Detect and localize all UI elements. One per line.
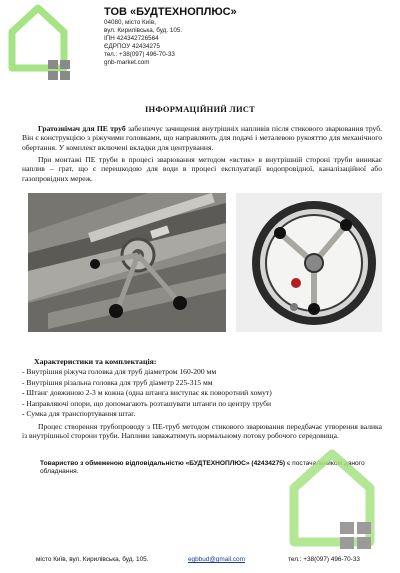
intro-paragraph [22,124,382,152]
watermark-logo [282,446,382,556]
intro-text: забезпечує зачищення внутрішніх напливів після стикового зварювання труб. Він є конструкцією з ріжучими головками, що направляють для подачі і металевою рукояттю для механічного обертання. У комплект включені вкладки для центрування. [22,124,382,152]
list-item: - Сумка для транспортування штаг. [22,409,136,419]
footer-phone: тел.: +38(097) 496-70-33 [288,556,360,563]
company-address [104,19,182,66]
supplier-text: є постачальником даного обладнання. [40,460,365,476]
document-title: ІНФОРМАЦІЙНИЙ ЛИСТ [145,104,255,114]
product-photo-pipe [236,193,382,332]
tax-id: ІПН 424342726564 [104,34,159,42]
phone: тел.: +38(097) 496-70-33 [104,50,175,58]
product-name: Гратознімач для ПЕ труб [38,124,126,133]
list-item: - Направляючі опори, що допомагають розташувати штанги по центру труби [22,398,272,408]
edrpou-code: ЄДРПОУ 42434275 [104,42,161,50]
list-item: - Внутрішня різальна головка для труб діаметр 225-315 мм [22,377,213,387]
paragraph-text: При монтажі ПЕ труби в процесі зварювання методом «встик» в внутрішній стороні труби виникає наплив – грат, що є перешкодою для води в процесі експлуатації водопровідної, каналізаційної або газопровідних мереж. [22,155,382,183]
website: gnb-market.com [104,58,150,66]
footer-address: місто Київ, вул. Кирилівська, буд. 105. [36,556,149,563]
supplier-name: Товариство з обмеженою відповідальністю «БУДТЕХНОПЛЮС» (42434275) [40,460,286,467]
list-item: - Штанг довжиною 2-3 м кожна (одна штанга виступає як поворотний хомут) [22,388,272,398]
paragraph-process [22,422,382,441]
footer-email-link[interactable]: egbbud@gmail.com [188,556,245,563]
list-item: - Внутрішня ріжуча головка для труб діаметром 160-200 мм [22,367,217,376]
characteristics-title: Характеристики та комплектація: [34,357,157,366]
characteristics-list [22,367,272,420]
address-line: 04080, місто Київ, [104,19,156,26]
address-line: вул. Кирилівська, буд. 105. [104,26,183,34]
company-logo [2,2,74,82]
paragraph-welding [22,155,382,183]
product-photo-tool [28,193,226,332]
company-name: ТОВ «БУДТЕХНОПЛЮС» [104,6,237,18]
paragraph-text: Процес створення трубопроводу з ПЕ-труб методом стикового зварювання передбачає утворення валика із внутрішньої сторони труби. Напливи заважатимуть нормальному потоку робочого середовища. [22,422,382,441]
